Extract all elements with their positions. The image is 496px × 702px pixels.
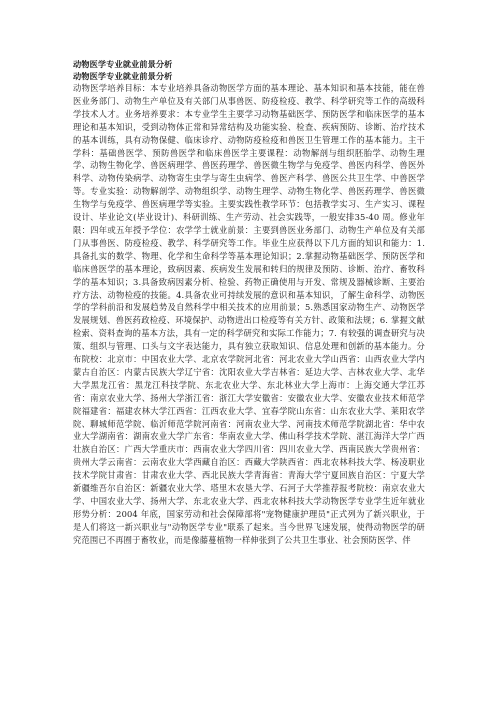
document-content — [73, 58, 425, 547]
document-body: 动物医学培养目标：本专业培养具备动物医学方面的基本理论、基本知识和基本技能，能在兽医业务部门、动物生产单位及有关部门从事兽医、防疫检疫、教学、科学研究等工作的高级科学技术人才。业务培养要求：本专业学生主要学习动物基础医学、预防医学和临床医学的基本理论和基本知识，受到动物体正常和异常结构及功能实验、检查、疾病预防、诊断、治疗技术的基本训练，具有动物保健、临床诊疗、动物防疫检疫和兽医卫生管理工作的基本能力。主干学科：基础兽医学、预防兽医学和临床兽医学主要课程：动物解剖与组织胚胎学、动物生理学、动物生物化学、兽医病理学、兽医药理学、兽医微生物学与免疫学、兽医内科学、兽医外科学、动物传染病学、动物寄生虫学与寄生虫病学、兽医产科学、兽医公共卫生学、中兽医学等。专业实验：动物解剖学、动物组织学、动物生理学、动物生物化学、兽医药理学、兽医微生物学与免疫学、兽医病理学等实验。主要实践性教学环节：包括教学实习、生产实习、课程设计、毕业论文(毕业设计)、科研训练、生产劳动、社会实践等，一般安排35-40 周。修业年限：四年或五年授予学位：农学学士就业前景：主要到兽医业务部门、动物生产单位及有关部门从事兽医、防疫检疫、教学、科学研究等工作。毕业生应获得以下几方面的知识和能力：1.具备扎实的数学、物理、化学和生命科学等基本理论知识；2.掌握动物基础医学、预防医学和临床兽医学的基本理论，致病因素、疾病发生发展和转归的规律及预防、诊断、治疗、畜牧科学的基本知识；3.具备致病因素分析、检验、药物正确使用与开发、常规及器械诊断、主要治疗方法、动物检疫的技能。4.具备农业可持续发展的意识和基本知识，了解生命科学、动物医学的学科前沿和发展趋势及自然科学中相关技术的应用前景；5.熟悉国家动物生产、动物医学发展规划、兽医药政检疫、环境保护、动物进出口检疫等有关方针、政策和法规；6. 掌握文献检索、资料查询的基本方法，具有一定的科学研究和实际工作能力；7. 有较强的调查研究与决策、组织与管理、口头与文字表达能力，具有独立获取知识、信息处理和创新的基本能力。分布院校：北京市：中国农业大学、北京农学院河北省：河北农业大学山西省：山西农业大学内蒙古自治区：内蒙古民族大学辽宁省：沈阳农业大学吉林省：延边大学、吉林农业大学、北华大学黑龙江省：黑龙江科技学院、东北农业大学、东北林业大学上海市：上海交通大学江苏省：南京农业大学、扬州大学浙江省：浙江大学安徽省：安徽农业大学、安徽农业技术师范学院福建省：福建农林大学江西省：江西农业大学、宜春学院山东省：山东农业大学、莱阳农学院、聊城师范学院、临沂师范学院河南省：河南农业大学、河南技术师范学院湖北省：华中农业大学湖南省：湖南农业大学广东省：华南农业大学、佛山科学技术学院、湛江海洋大学广西壮族自治区：广西大学重庆市：西南农业大学四川省：四川农业大学、西南民族大学贵州省：贵州大学云南省：云南农业大学西藏自治区：西藏大学陕西省：西北农林科技大学、杨凌职业技术学院甘肃省：甘肃农业大学、西北民族大学青海省：青海大学宁夏回族自治区：宁夏大学新疆维吾尔自治区：新疆农业大学、塔里木农垦大学、石河子大学推荐报考院校：南京农业大学、中国农业大学、扬州大学、东北农业大学、西北农林科技大学动物医学专业学生近年就业形势分析：2004 年底，国家劳动和社会保障部将"宠物健康护理员"正式列为了新兴职业，于是人们将这一新兴职业与"动物医学专业"联系了起来。当今世界飞速发展，使得动物医学的研究范围已不再囿于畜牧业，而是像藤蔓植物一样伸张到了公共卫生事业、社会预防医学、伴 — [73, 83, 425, 545]
document-subtitle: 动物医学专业就业前景分析 — [73, 71, 173, 81]
document-title: 动物医学专业就业前景分析 — [73, 59, 173, 69]
